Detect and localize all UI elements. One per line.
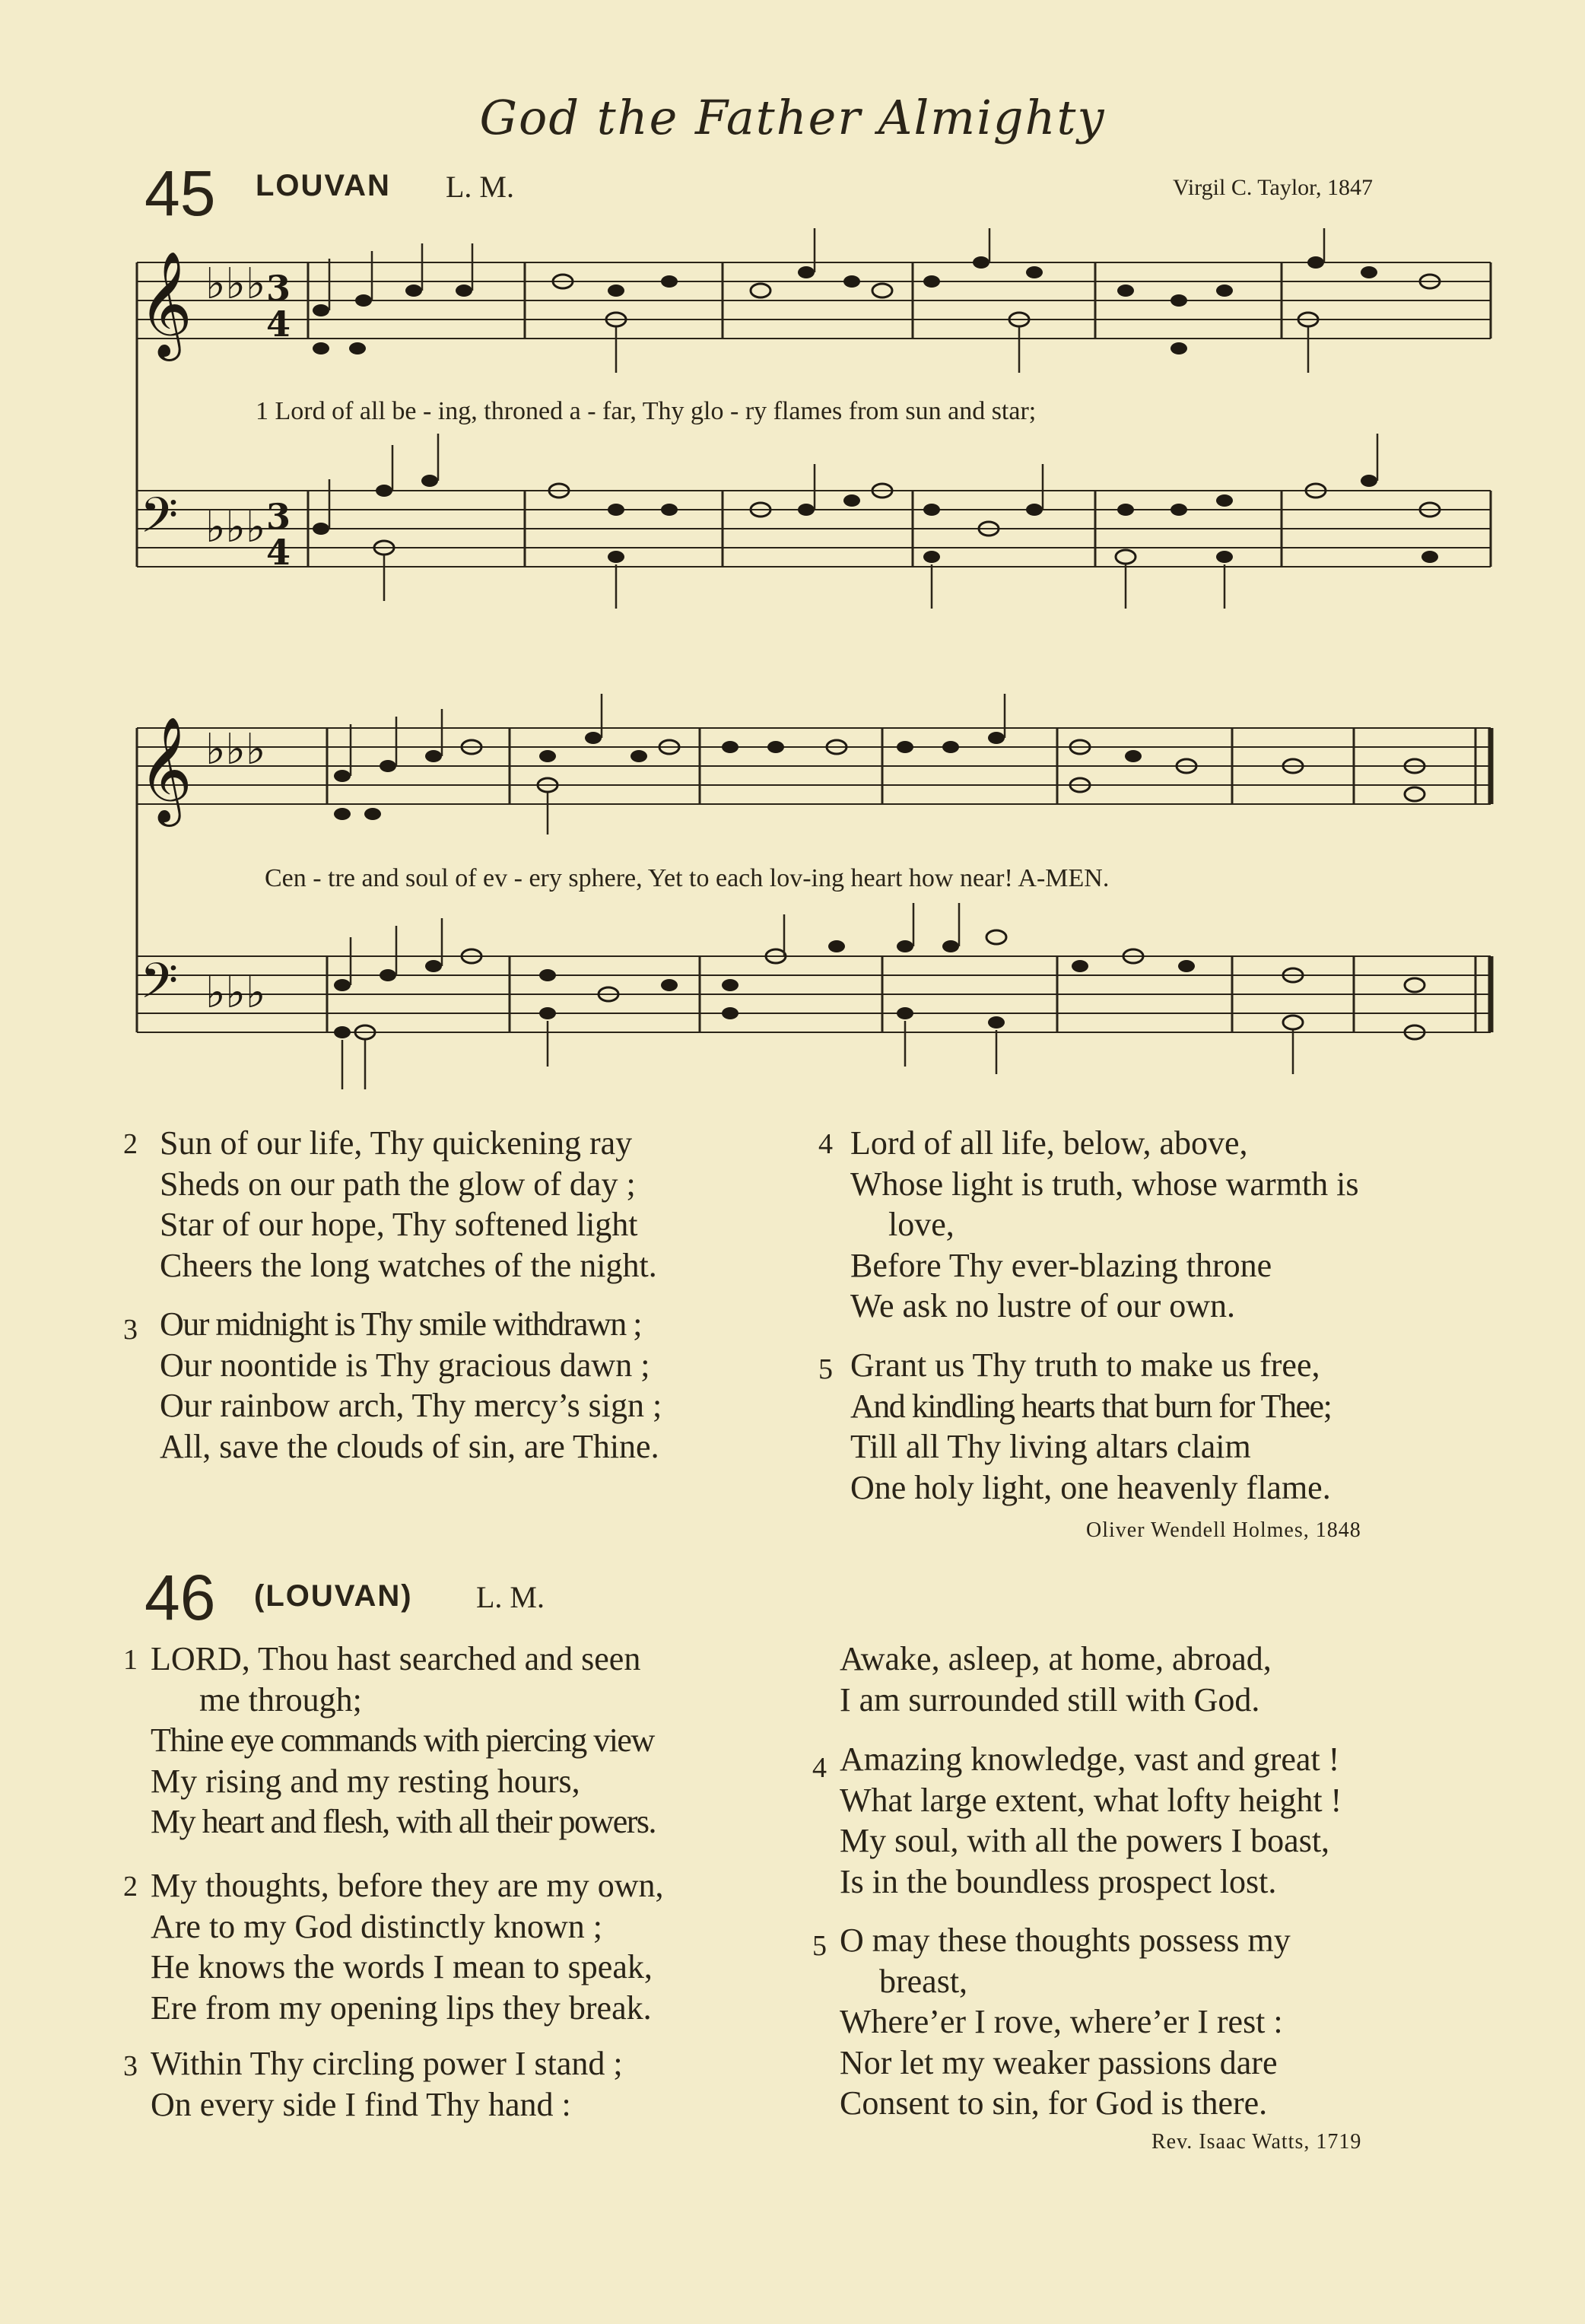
svg-text:𝄞: 𝄞	[138, 717, 192, 822]
stanza-number: 5	[818, 1353, 833, 1385]
stanza-line: O may these thoughts possess my	[840, 1922, 1291, 1959]
svg-text:♭♭♭: ♭♭♭	[205, 503, 266, 552]
svg-text:𝄞: 𝄞	[138, 251, 192, 357]
stanza-line: love,	[888, 1206, 954, 1243]
hymn-46-number: 46	[145, 1562, 216, 1633]
bass-staff-2	[137, 903, 1491, 1089]
hymn-45-stanza-3	[123, 1304, 662, 1467]
hymn-45-tune: LOUVAN	[256, 169, 391, 202]
svg-text:4: 4	[266, 532, 291, 573]
stanza-line: Consent to sin, for God is there.	[840, 2084, 1268, 2122]
stanza-number: 2	[123, 1128, 138, 1160]
stanza-line: Before Thy ever-blazing throne	[850, 1246, 1272, 1284]
stanza-line: Is in the boundless prospect lost.	[840, 1862, 1277, 1900]
hymn-46-tune: (LOUVAN)	[254, 1579, 413, 1613]
music-system-2	[122, 694, 1498, 1105]
svg-text:♭♭♭: ♭♭♭	[205, 259, 266, 309]
stanza-number: 2	[123, 1871, 138, 1903]
stanza-line: Amazing knowledge, vast and great !	[840, 1741, 1340, 1778]
stanza-line: On every side I find Thy hand :	[151, 2085, 571, 2123]
music-system-1	[122, 228, 1498, 624]
hymn-46-stanza-3	[123, 2043, 623, 2125]
hymn-45-composer: Virgil C. Taylor, 1847	[1173, 175, 1373, 200]
stanza-line: Sun of our life, Thy quickening ray	[160, 1124, 633, 1162]
hymn-45-number: 45	[145, 157, 216, 229]
stanza-line: My thoughts, before they are my own,	[151, 1867, 664, 1904]
stanza-line: My rising and my resting hours,	[151, 1762, 580, 1800]
hymn-45-stanza-2	[123, 1123, 657, 1286]
stanza-line: We ask no lustre of our own.	[850, 1287, 1236, 1324]
hymn-45-lyric-line-1: 1 Lord of all be - ing, throned a - far, Thy glo - ry flames from sun and star;	[256, 397, 1037, 425]
stanza-line: Star of our hope, Thy softened light	[160, 1206, 638, 1243]
stanza-line: Ere from my opening lips they break.	[151, 1989, 652, 2027]
stanza-line: Are to my God distinctly known ;	[151, 1907, 602, 1945]
stanza-line: LORD, Thou hast searched and seen	[151, 1640, 641, 1677]
page-header: God the Father Almighty	[479, 90, 1106, 145]
hymn-45-stanza-4	[818, 1123, 1359, 1327]
hymn-46-stanza-1	[123, 1639, 656, 1842]
stanza-number: 3	[123, 1314, 138, 1346]
stanza-line: I am surrounded still with God.	[840, 1680, 1260, 1718]
hymn-45-stanza-5	[818, 1345, 1332, 1508]
stanza-line: My heart and flesh, with all their powers.	[151, 1803, 656, 1840]
hymn-46-stanza-2	[123, 1865, 664, 2028]
svg-text:3: 3	[266, 268, 291, 309]
stanza-line: Nor let my weaker passions dare	[840, 2043, 1278, 2081]
svg-text:𝄢: 𝄢	[140, 953, 179, 1022]
stanza-line: What large extent, what lofty height !	[840, 1781, 1342, 1819]
stanza-line: breast,	[879, 1962, 968, 2000]
stanza-line: Cheers the long watches of the night.	[160, 1246, 657, 1284]
stanza-line: Awake, asleep, at home, abroad,	[840, 1640, 1272, 1677]
hymn-46-stanza-4	[812, 1739, 1342, 1902]
svg-text:𝄢: 𝄢	[140, 488, 179, 556]
svg-text:♭♭♭: ♭♭♭	[205, 968, 266, 1018]
stanza-number: 5	[812, 1930, 827, 1962]
hymn-46-author: Rev. Isaac Watts, 1719	[1151, 2130, 1362, 2154]
stanza-line: My soul, with all the powers I boast,	[840, 1822, 1330, 1859]
stanza-line: Our midnight is Thy smile withdrawn ;	[160, 1305, 641, 1343]
stanza-number: 4	[812, 1752, 827, 1784]
stanza-number: 1	[123, 1644, 138, 1676]
stanza-number: 4	[818, 1128, 833, 1160]
svg-text:♭♭♭: ♭♭♭	[205, 725, 266, 774]
stanza-line: He knows the words I mean to speak,	[151, 1948, 653, 1985]
svg-text:3: 3	[266, 496, 291, 537]
stanza-line: Our noontide is Thy gracious dawn ;	[160, 1346, 650, 1384]
stanza-line: Thine eye commands with piercing view	[151, 1722, 654, 1759]
stanza-line: Till all Thy living altars claim	[850, 1428, 1251, 1465]
hymn-45-author: Oliver Wendell Holmes, 1848	[1086, 1518, 1361, 1542]
stanza-line: Where’er I rove, where’er I rest :	[840, 2003, 1283, 2040]
stanza-line: One holy light, one heavenly flame.	[850, 1468, 1331, 1506]
hymn-46-meter: L. M.	[476, 1580, 545, 1614]
stanza-line: Sheds on our path the glow of day ;	[160, 1165, 636, 1203]
hymn-45-lyric-line-2: Cen - tre and soul of ev - ery sphere, Yet to each lov-ing heart how near! A-MEN.	[265, 864, 1110, 892]
stanza-line: Grant us Thy truth to make us free,	[850, 1346, 1320, 1384]
treble-staff-1	[137, 228, 1491, 373]
stanza-line: Lord of all life, below, above,	[850, 1124, 1248, 1162]
stanza-line: Whose light is truth, whose warmth is	[850, 1165, 1359, 1203]
stanza-line: Within Thy circling power I stand ;	[151, 2045, 623, 2082]
hymn-46-stanza-3-continued	[840, 1639, 1272, 1720]
stanza-line: Our rainbow arch, Thy mercy’s sign ;	[160, 1387, 662, 1424]
treble-staff-2	[137, 694, 1491, 835]
stanza-line: me through;	[199, 1680, 362, 1718]
hymn-46-stanza-5	[812, 1920, 1291, 2124]
stanza-number: 3	[123, 2050, 138, 2082]
hymn-45-meter: L. M.	[446, 170, 514, 204]
stanza-line: And kindling hearts that burn for Thee;	[850, 1387, 1332, 1425]
bass-staff-1	[137, 434, 1491, 609]
stanza-line: All, save the clouds of sin, are Thine.	[160, 1427, 659, 1465]
svg-text:4: 4	[266, 304, 291, 345]
